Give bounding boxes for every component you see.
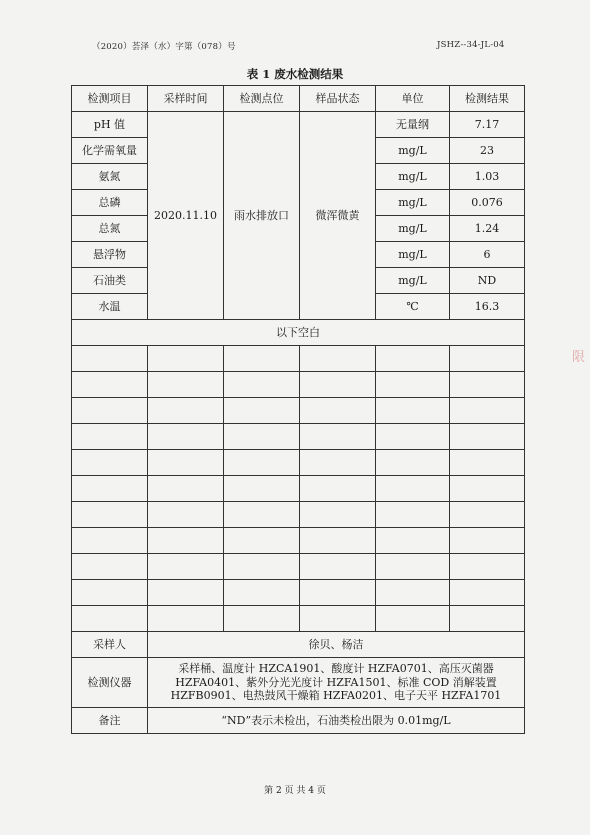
- empty-cell: [300, 476, 376, 502]
- empty-cell: [450, 528, 525, 554]
- empty-row: [72, 528, 525, 554]
- empty-cell: [224, 424, 300, 450]
- seal-stamp-fragment: 限: [572, 350, 586, 365]
- result-cell: 23: [450, 138, 525, 164]
- empty-cell: [300, 450, 376, 476]
- empty-cell: [300, 554, 376, 580]
- empty-cell: [450, 424, 525, 450]
- column-header: 检测点位: [224, 86, 300, 112]
- document-code: JSHZ--34-JL-04: [437, 40, 505, 50]
- item-cell: 化学需氧量: [72, 138, 148, 164]
- empty-cell: [148, 424, 224, 450]
- instruments-row: [72, 658, 525, 708]
- item-cell: 总氮: [72, 216, 148, 242]
- empty-cell: [376, 372, 450, 398]
- column-header: 检测项目: [72, 86, 148, 112]
- empty-cell: [72, 346, 148, 372]
- unit-cell: mg/L: [376, 164, 450, 190]
- empty-cell: [72, 554, 148, 580]
- empty-cell: [376, 502, 450, 528]
- empty-cell: [450, 398, 525, 424]
- result-cell: 16.3: [450, 294, 525, 320]
- empty-cell: [450, 476, 525, 502]
- unit-cell: mg/L: [376, 216, 450, 242]
- empty-cell: [72, 424, 148, 450]
- empty-cell: [148, 346, 224, 372]
- results-table: [71, 85, 525, 734]
- empty-cell: [72, 398, 148, 424]
- item-cell: pH 值: [72, 112, 148, 138]
- empty-cell: [450, 554, 525, 580]
- empty-cell: [224, 372, 300, 398]
- empty-cell: [376, 450, 450, 476]
- empty-cell: [72, 372, 148, 398]
- empty-row: [72, 606, 525, 632]
- empty-cell: [300, 528, 376, 554]
- empty-cell: [300, 606, 376, 632]
- empty-cell: [148, 372, 224, 398]
- empty-cell: [376, 346, 450, 372]
- unit-cell: 无量纲: [376, 112, 450, 138]
- empty-row: [72, 424, 525, 450]
- empty-cell: [148, 398, 224, 424]
- unit-cell: mg/L: [376, 190, 450, 216]
- empty-cell: [376, 606, 450, 632]
- sampler-value: 徐贝、杨洁: [148, 632, 525, 658]
- sampler-label: 采样人: [72, 632, 148, 658]
- item-cell: 悬浮物: [72, 242, 148, 268]
- column-header: 检测结果: [450, 86, 525, 112]
- empty-cell: [300, 346, 376, 372]
- sampler-row: [72, 632, 525, 658]
- empty-cell: [450, 502, 525, 528]
- item-cell: 水温: [72, 294, 148, 320]
- empty-row: [72, 580, 525, 606]
- empty-cell: [72, 502, 148, 528]
- empty-cell: [300, 398, 376, 424]
- page-number: 第 2 页 共 4 页: [264, 786, 326, 796]
- empty-cell: [450, 372, 525, 398]
- empty-cell: [224, 606, 300, 632]
- empty-cell: [224, 346, 300, 372]
- empty-cell: [72, 450, 148, 476]
- empty-cell: [148, 606, 224, 632]
- header-row: [72, 86, 525, 112]
- unit-cell: mg/L: [376, 268, 450, 294]
- empty-cell: [224, 554, 300, 580]
- result-cell: 1.24: [450, 216, 525, 242]
- unit-cell: ℃: [376, 294, 450, 320]
- table-row: [72, 112, 525, 138]
- empty-cell: [376, 580, 450, 606]
- remarks-row: [72, 708, 525, 734]
- instruments-label: 检测仪器: [72, 658, 148, 708]
- empty-cell: [148, 502, 224, 528]
- empty-cell: [148, 580, 224, 606]
- unit-cell: mg/L: [376, 242, 450, 268]
- blank-note-row: [72, 320, 525, 346]
- empty-cell: [72, 476, 148, 502]
- empty-cell: [72, 528, 148, 554]
- empty-cell: [72, 580, 148, 606]
- empty-cell: [376, 476, 450, 502]
- table-caption: 表 1 废水检测结果: [246, 67, 344, 81]
- unit-cell: mg/L: [376, 138, 450, 164]
- empty-cell: [72, 606, 148, 632]
- sampling-point-cell: 雨水排放口: [224, 112, 300, 320]
- empty-cell: [300, 580, 376, 606]
- result-cell: 0.076: [450, 190, 525, 216]
- empty-cell: [224, 476, 300, 502]
- empty-cell: [376, 528, 450, 554]
- empty-cell: [450, 450, 525, 476]
- empty-cell: [300, 424, 376, 450]
- empty-cell: [376, 424, 450, 450]
- empty-cell: [376, 398, 450, 424]
- empty-cell: [300, 372, 376, 398]
- empty-cell: [224, 528, 300, 554]
- empty-cell: [450, 346, 525, 372]
- result-cell: 7.17: [450, 112, 525, 138]
- column-header: 单位: [376, 86, 450, 112]
- empty-cell: [148, 476, 224, 502]
- sample-state-cell: 微浑微黄: [300, 112, 376, 320]
- empty-row: [72, 346, 525, 372]
- item-cell: 总磷: [72, 190, 148, 216]
- empty-row: [72, 372, 525, 398]
- empty-row: [72, 554, 525, 580]
- result-cell: ND: [450, 268, 525, 294]
- empty-row: [72, 450, 525, 476]
- remarks-label: 备注: [72, 708, 148, 734]
- empty-cell: [376, 554, 450, 580]
- empty-row: [72, 476, 525, 502]
- instruments-value: 采样桶、温度计 HZCA1901、酸度计 HZFA0701、高压灭菌器 HZFA0401、紫外分光光度计 HZFA1501、标准 COD 消解装置 HZFB0901、电热鼓风干燥箱 HZFA0201、电子天平 HZFA1701: [148, 658, 525, 708]
- empty-row: [72, 398, 525, 424]
- empty-cell: [450, 606, 525, 632]
- result-cell: 1.03: [450, 164, 525, 190]
- empty-cell: [148, 528, 224, 554]
- empty-cell: [224, 502, 300, 528]
- remarks-value: “ND”表示未检出，石油类检出限为 0.01mg/L: [148, 708, 525, 734]
- empty-cell: [300, 502, 376, 528]
- item-cell: 氨氮: [72, 164, 148, 190]
- column-header: 采样时间: [148, 86, 224, 112]
- empty-row: [72, 502, 525, 528]
- item-cell: 石油类: [72, 268, 148, 294]
- empty-cell: [148, 554, 224, 580]
- empty-cell: [148, 450, 224, 476]
- empty-cell: [224, 450, 300, 476]
- sampling-time-cell: 2020.11.10: [148, 112, 224, 320]
- empty-cell: [450, 580, 525, 606]
- empty-cell: [224, 580, 300, 606]
- empty-cell: [224, 398, 300, 424]
- result-cell: 6: [450, 242, 525, 268]
- report-number: （2020）荟泽（水）字第（078）号: [92, 42, 236, 52]
- column-header: 样品状态: [300, 86, 376, 112]
- blank-note: 以下空白: [72, 320, 525, 346]
